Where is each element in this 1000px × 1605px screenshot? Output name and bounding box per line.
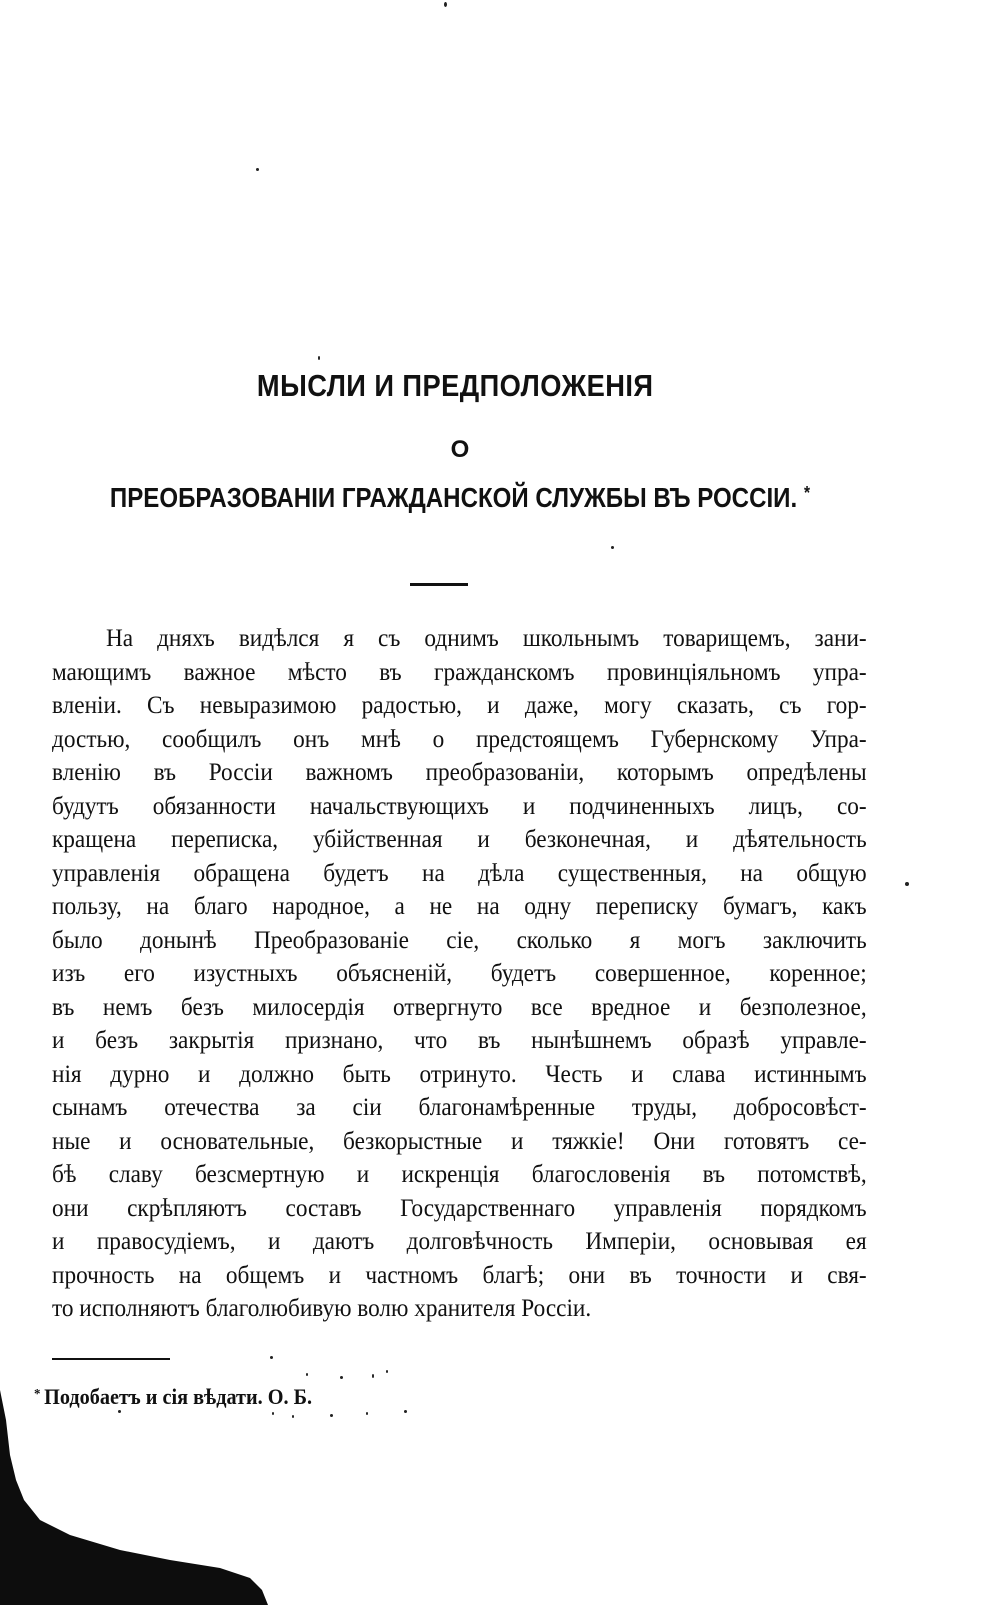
body-line: будутъ обязанности начальствующихъ и подчиненныхъ лицъ, со-: [52, 792, 867, 820]
scan-speck: [272, 1412, 274, 1415]
body-line: нія дурно и должно быть отринуто. Честь и слава истиннымъ: [52, 1060, 867, 1088]
body-paragraph: [52, 622, 867, 1326]
body-line: мающимъ важное мѣсто въ гражданскомъ провинціяльномъ упра-: [52, 658, 867, 686]
footnote-text: Подобаетъ и сія вѣдати. О. Б.: [44, 1384, 313, 1409]
scan-speck: [386, 1370, 388, 1373]
body-line: и безъ закрытія признано, что въ нынѣшнемъ образѣ управле-: [52, 1027, 867, 1054]
title-line-2-text: ПРЕОБРАЗОВАНІИ ГРАЖДАНСКОЙ СЛУЖБЫ ВЪ РОССІИ.: [109, 482, 798, 513]
scan-speck: [340, 1376, 343, 1379]
body-line: пользу, на благо народное, а не на одну переписку бумагъ, какъ: [52, 893, 867, 920]
body-line: вленію въ Россіи важномъ преобразованіи, которымъ опредѣлены: [52, 759, 867, 786]
body-line: кращена переписка, убійственная и безконечная, и дѣятельность: [52, 826, 867, 853]
scan-speck: [372, 1374, 374, 1378]
title-line-2: [64, 482, 855, 514]
body-line: въ немъ безъ милосердія отвергнуто все вредное и безполезное,: [52, 993, 867, 1021]
scan-speck: [611, 546, 614, 549]
body-line: управленія обращена будетъ на дѣла существенныя, на общую: [52, 859, 867, 887]
body-line: сынамъ отечества за сіи благонамѣренные труды, добросовѣст-: [52, 1094, 867, 1121]
scan-speck: [306, 1373, 308, 1376]
body-line: достью, сообщилъ онъ мнѣ о предстоящемъ Губернскому Упра-: [52, 725, 867, 753]
scan-speck: [366, 1412, 368, 1415]
title-footnote-marker: *: [804, 483, 811, 503]
title-line-1: МЫСЛИ И ПРЕДПОЛОЖЕНІЯ: [256, 368, 654, 403]
body-line: то исполняютъ благолюбивую волю хранителя Россіи.: [52, 1295, 592, 1322]
body-line: ные и основательные, безкорыстные и тяжкіе! Они готовятъ се-: [52, 1127, 867, 1155]
scan-speck: [404, 1410, 407, 1413]
body-line: бѣ славу безсмертную и искренція благословенія въ потомствѣ,: [52, 1161, 867, 1188]
scan-speck: [256, 168, 259, 171]
body-line: и правосудіемъ, и даютъ долговѣчность Имперіи, основывая ея: [52, 1228, 867, 1255]
title-connector: О: [450, 436, 470, 463]
title-divider: [410, 583, 468, 586]
footnote-marker: *: [34, 1387, 41, 1402]
body-line: изъ его изустныхъ объясненій, будетъ совершенное, коренное;: [52, 960, 867, 987]
scan-speck: [444, 2, 447, 7]
footnote: [34, 1384, 312, 1410]
body-line: вленіи. Съ невыразимою радостью, и даже, могу сказать, съ гор-: [52, 692, 867, 719]
scan-speck: [330, 1414, 333, 1417]
body-line: они скрѣпляютъ составъ Государственнаго управленія порядкомъ: [52, 1194, 867, 1222]
body-line: прочность на общемъ и частномъ благѣ; они въ точности и свя-: [52, 1261, 867, 1289]
scan-speck: [292, 1415, 294, 1418]
scan-speck: [318, 356, 320, 360]
body-line: было донынѣ Преобразованіе сіе, сколько я могъ заключить: [52, 926, 867, 954]
body-line: На дняхъ видѣлся я съ однимъ школьнымъ товарищемъ, зани-: [105, 625, 867, 652]
scan-speck: [905, 882, 909, 886]
scan-speck: [270, 1356, 273, 1359]
footnote-divider: [52, 1358, 170, 1360]
scan-speck: [118, 1410, 121, 1413]
